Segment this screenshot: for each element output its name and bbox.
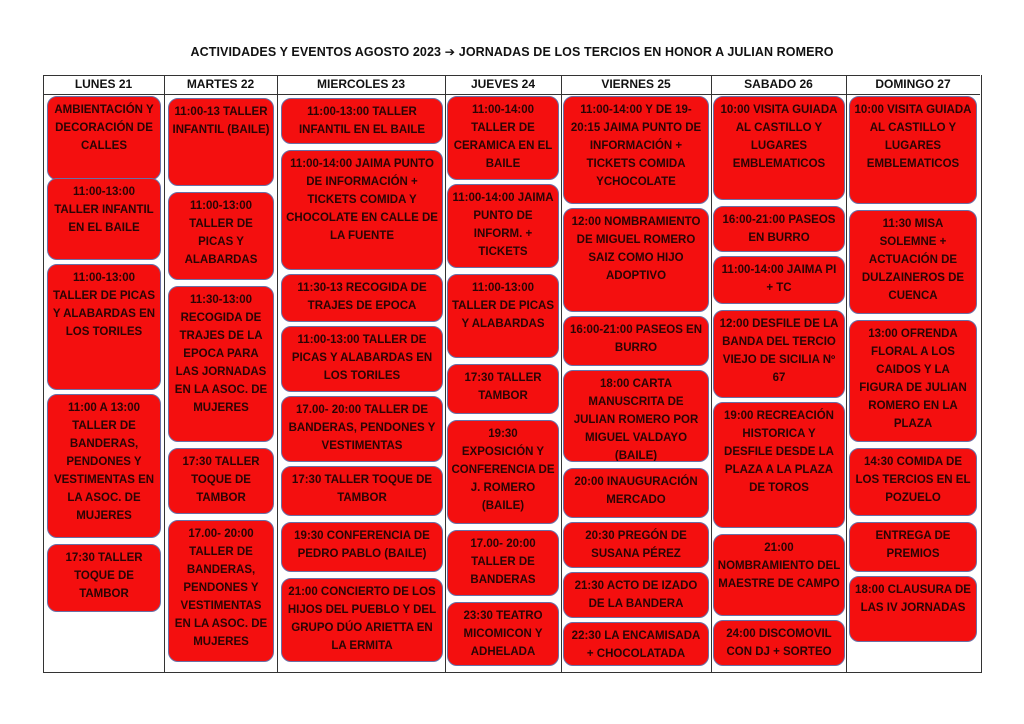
event-box: 16:00-21:00 PASEOS EN BURRO: [713, 206, 845, 252]
event-box: 17:30 TALLER TOQUE DE TAMBOR: [168, 448, 274, 514]
event-box: 11:00-13:00 TALLER INFANTIL EN EL BAILE: [281, 98, 443, 144]
day-header-sabado: SABADO 26: [744, 77, 813, 91]
event-box: AMBIENTACIÓN Y DECORACIÓN DE CALLES: [47, 96, 161, 180]
event-box: 11:00 A 13:00 TALLER DE BANDERAS, PENDONES Y VESTIMENTAS EN LA ASOC. DE MUJERES: [47, 394, 161, 538]
event-box: 11:00-13:00 TALLER INFANTIL EN EL BAILE: [47, 178, 161, 260]
event-box: ENTREGA DE PREMIOS: [849, 522, 977, 572]
event-box: 23:30 TEATRO MICOMICON Y ADHELADA: [447, 602, 559, 666]
column-divider: [711, 75, 712, 672]
event-box: 19:00 RECREACIÓN HISTORICA Y DESFILE DESDE LA PLAZA A LA PLAZA DE TOROS: [713, 402, 845, 528]
event-box: 21:00 CONCIERTO DE LOS HIJOS DEL PUEBLO Y DEL GRUPO DÚO ARIETTA EN LA ERMITA: [281, 578, 443, 662]
event-box: 14:30 COMIDA DE LOS TERCIOS EN EL POZUELO: [849, 448, 977, 516]
day-header-domingo: DOMINGO 27: [875, 77, 951, 91]
event-box: 11:30 MISA SOLEMNE + ACTUACIÓN DE DULZAINEROS DE CUENCA: [849, 210, 977, 314]
day-header-martes: MARTES 22: [186, 77, 255, 91]
event-box: 12:00 DESFILE DE LA BANDA DEL TERCIO VIEJO DE SICILIA Nº 67: [713, 310, 845, 398]
column-divider: [561, 75, 562, 672]
event-box: 13:00 OFRENDA FLORAL A LOS CAIDOS Y LA FIGURA DE JULIAN ROMERO EN LA PLAZA: [849, 320, 977, 442]
event-box: 22:30 LA ENCAMISADA + CHOCOLATADA: [563, 622, 709, 666]
event-box: 11:00-13 TALLER INFANTIL (BAILE): [168, 98, 274, 186]
day-header-miercoles: MIERCOLES 23: [316, 77, 406, 91]
event-box: 17:30 TALLER TOQUE DE TAMBOR: [47, 544, 161, 612]
event-box: 17.00- 20:00 TALLER DE BANDERAS, PENDONES Y VESTIMENTAS: [281, 396, 443, 462]
event-box: 11:00-13:00 TALLER DE PICAS Y ALABARDAS: [168, 192, 274, 280]
column-divider: [445, 75, 446, 672]
column-divider: [164, 75, 165, 672]
event-box: 10:00 VISITA GUIADA AL CASTILLO Y LUGARES EMBLEMATICOS: [849, 96, 977, 204]
event-box: 11:00-13:00 TALLER DE PICAS Y ALABARDAS: [447, 274, 559, 358]
header-bottom-border: [43, 94, 980, 95]
event-box: 11:00-14:00 JAIMA PUNTO DE INFORM. + TICKETS: [447, 184, 559, 268]
event-box: 17:30 TALLER TOQUE DE TAMBOR: [281, 466, 443, 516]
event-box: 19:30 EXPOSICIÓN Y CONFERENCIA DE J. ROMERO (BAILE): [447, 420, 559, 524]
event-box: 11:30-13:00 RECOGIDA DE TRAJES DE LA EPOCA PARA LAS JORNADAS EN LA ASOC. DE MUJERES: [168, 286, 274, 442]
event-box: 16:00-21:00 PASEOS EN BURRO: [563, 316, 709, 366]
event-box: 21:00 NOMBRAMIENTO DEL MAESTRE DE CAMPO: [713, 534, 845, 616]
header-top-border: [43, 75, 980, 76]
day-header-lunes: LUNES 21: [74, 77, 133, 91]
event-box: 12:00 NOMBRAMIENTO DE MIGUEL ROMERO SAIZ COMO HIJO ADOPTIVO: [563, 208, 709, 312]
column-divider: [846, 75, 847, 672]
event-box: 11:00-13:00 TALLER DE PICAS Y ALABARDAS EN LOS TORILES: [47, 264, 161, 390]
event-box: 17.00- 20:00 TALLER DE BANDERAS, PENDONES Y VESTIMENTAS EN LA ASOC. DE MUJERES: [168, 520, 274, 662]
day-header-jueves: JUEVES 24: [470, 77, 536, 91]
event-box: 11:00-14:00 JAIMA PUNTO DE INFORMACIÓN + TICKETS COMIDA Y CHOCOLATE EN CALLE DE LA FUENTE: [281, 150, 443, 270]
event-box: 11:00-14:00 JAIMA PI + TC: [713, 256, 845, 304]
event-box: 10:00 VISITA GUIADA AL CASTILLO Y LUGARES EMBLEMATICOS: [713, 96, 845, 200]
column-divider: [277, 75, 278, 672]
event-box: 19:30 CONFERENCIA DE PEDRO PABLO (BAILE): [281, 522, 443, 572]
page-title: ACTIVIDADES Y EVENTOS AGOSTO 2023 ➔ JORNADAS DE LOS TERCIOS EN HONOR A JULIAN ROMERO: [190, 45, 834, 59]
event-box: 24:00 DISCOMOVIL CON DJ + SORTEO: [713, 620, 845, 666]
event-box: 18:00 CARTA MANUSCRITA DE JULIAN ROMERO POR MIGUEL VALDAYO (BAILE): [563, 370, 709, 462]
event-box: 11:00-14:00 Y DE 19-20:15 JAIMA PUNTO DE INFORMACIÓN + TICKETS COMIDA YCHOCOLATE: [563, 96, 709, 204]
event-box: 17:30 TALLER TAMBOR: [447, 364, 559, 414]
event-box: 11:30-13 RECOGIDA DE TRAJES DE EPOCA: [281, 274, 443, 322]
event-box: 17.00- 20:00 TALLER DE BANDERAS: [447, 530, 559, 596]
event-box: 18:00 CLAUSURA DE LAS IV JORNADAS: [849, 576, 977, 642]
day-header-viernes: VIERNES 25: [601, 77, 671, 91]
event-box: 20:00 INAUGURACIÓN MERCADO: [563, 468, 709, 518]
event-box: 11:00-13:00 TALLER DE PICAS Y ALABARDAS EN LOS TORILES: [281, 326, 443, 392]
event-box: 11:00-14:00 TALLER DE CERAMICA EN EL BAILE: [447, 96, 559, 180]
event-box: 20:30 PREGÓN DE SUSANA PÉREZ: [563, 522, 709, 568]
event-box: 21:30 ACTO DE IZADO DE LA BANDERA: [563, 572, 709, 618]
